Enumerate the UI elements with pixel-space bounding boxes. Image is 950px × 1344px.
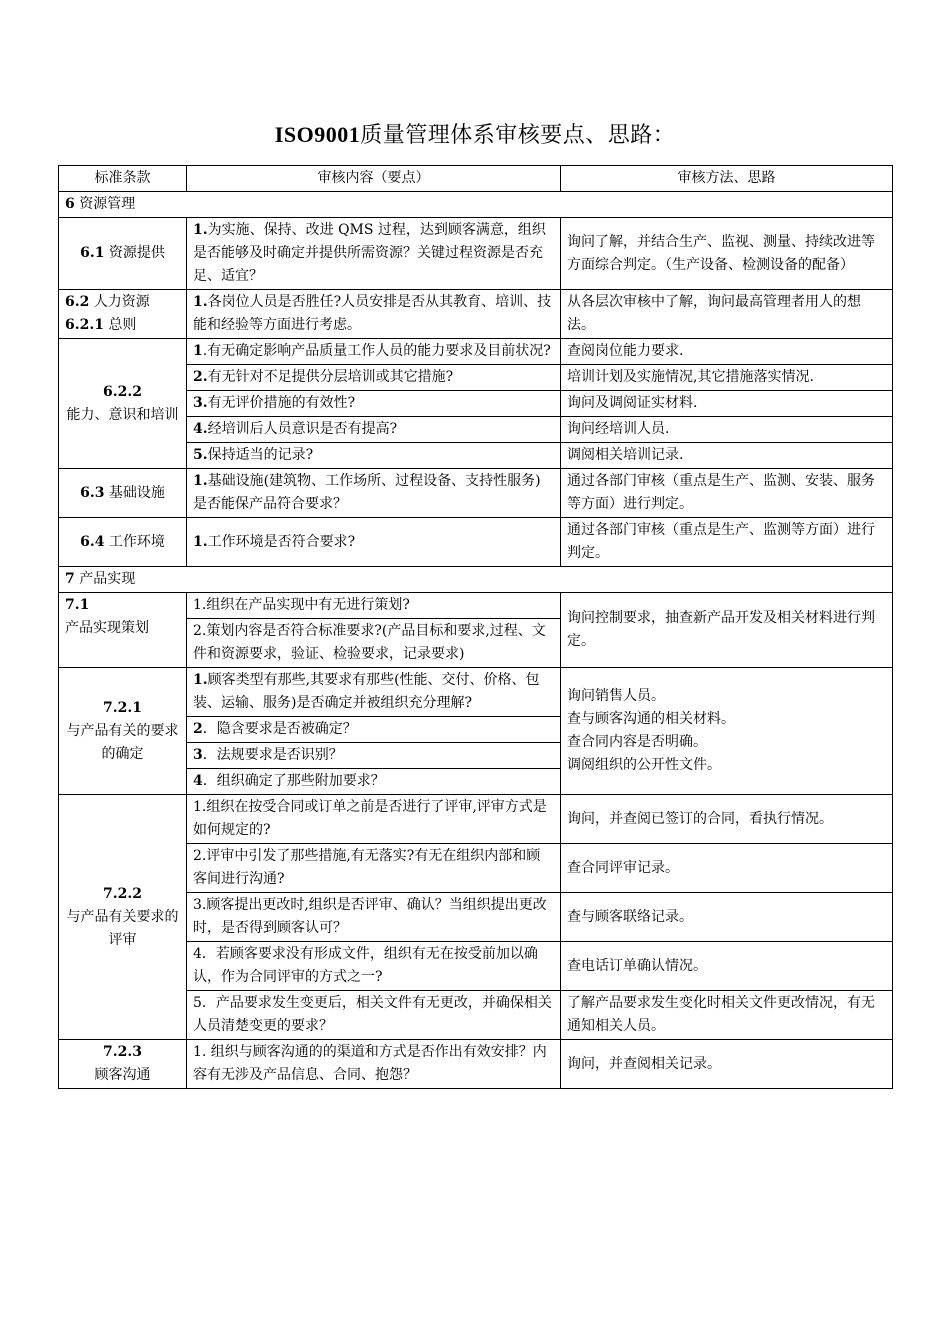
section-row-7 [59, 567, 893, 593]
method-cell: 查合同评审记录。 [561, 844, 893, 893]
method-cell: 询问经培训人员. [561, 417, 893, 443]
table-row [59, 668, 893, 717]
item-num: 1. [193, 473, 208, 489]
method-cell: 询问，并查阅相关记录。 [561, 1040, 893, 1089]
clause-cell [59, 1040, 187, 1089]
item-num: 1 [193, 343, 203, 359]
item-num: 2 [193, 721, 203, 737]
clause-label: 工作环境 [108, 533, 165, 550]
item-num: 1. [193, 672, 208, 688]
section-row-6 [59, 192, 893, 218]
method-cell: 询问了解，并结合生产、监视、测量、持续改进等方面综合判定。（生产设备、检测设备的配备） [561, 218, 893, 290]
clause-cell [59, 339, 187, 469]
content-cell [187, 469, 561, 518]
content-cell: 3.顾客提出更改时,组织是否评审、确认？当组织提出更改时，是否得到顾客认可？ [187, 893, 561, 942]
clause-label: 总则 [108, 317, 137, 333]
item-num: 1. [193, 533, 208, 550]
clause-cell [59, 593, 187, 668]
content-cell [187, 218, 561, 290]
clause-num: 6.1 [80, 245, 105, 261]
item-text: 有无评价措施的有效性? [207, 395, 356, 411]
content-cell [187, 668, 561, 717]
item-text: .有无确定影响产品质量工作人员的能力要求及目前状况? [202, 343, 551, 359]
section-6 [59, 192, 893, 218]
header-content: 审核内容（要点） [187, 166, 561, 192]
method-cell: 询问及调阅证实材料. [561, 391, 893, 417]
header-clause: 标准条款 [59, 166, 187, 192]
method-cell: 查电话订单确认情况。 [561, 942, 893, 991]
clause-num: 6.4 [80, 533, 105, 550]
method-cell: 培训计划及实施情况,其它措施落实情况. [561, 365, 893, 391]
item-text: 工作环境是否符合要求? [207, 533, 356, 550]
section-num: 6 [65, 196, 75, 212]
content-cell: 1. 组织与顾客沟通的的渠道和方式是否作出有效安排？内容有无涉及产品信息、合同、抱怨？ [187, 1040, 561, 1089]
content-cell [187, 518, 561, 567]
item-text: 经培训后人员意识是否有提高? [207, 421, 398, 437]
item-text: ．隐含要求是否被确定？ [202, 721, 357, 737]
clause-num: 6.2.1 [65, 317, 104, 333]
table-row [59, 795, 893, 844]
content-cell: 1.组织在产品实现中有无进行策划? [187, 593, 561, 619]
clause-label: 与产品有关的要求的确定 [66, 722, 179, 762]
section-num: 7 [65, 571, 75, 587]
item-text: 为实施、保持、改进 QMS 过程，达到顾客满意，组织是否能够及时确定并提供所需资源？关键过程资源是否充足、适宜？ [193, 222, 546, 284]
clause-num: 7.2.3 [103, 1044, 142, 1060]
table-row [59, 1040, 893, 1089]
content-cell [187, 391, 561, 417]
clause-label: 与产品有关要求的评审 [66, 908, 179, 948]
clause-cell [59, 795, 187, 1040]
content-cell [187, 743, 561, 769]
clause-num: 6.2.2 [103, 383, 142, 400]
clause-cell [59, 290, 187, 339]
content-cell [187, 417, 561, 443]
clause-label: 顾客沟通 [94, 1067, 151, 1083]
method-line: 询问销售人员。 [567, 688, 665, 704]
item-text: ．组织确定了那些附加要求？ [202, 773, 385, 789]
header-method: 审核方法、思路 [561, 166, 893, 192]
table-row [59, 290, 893, 339]
title-iso-code: ISO9001 [274, 122, 361, 147]
method-cell: 查与顾客联络记录。 [561, 893, 893, 942]
method-cell: 了解产品要求发生变化时相关文件更改情况，有无通知相关人员。 [561, 991, 893, 1040]
section-label: 资源管理 [79, 196, 136, 212]
item-num: 4 [193, 773, 203, 789]
item-text: 顾客类型有那些,其要求有那些(性能、交付、价格、包装、运输、服务)是否确定并被组织充分理解? [193, 672, 540, 711]
method-cell: 从各层次审核中了解，询问最高管理者用人的想法。 [561, 290, 893, 339]
content-cell: 2.策划内容是否符合标准要求?(产品目标和要求,过程、文件和资源要求，验证、检验要求，记录要求) [187, 619, 561, 668]
clause-label: 人力资源 [93, 294, 150, 310]
method-line: 查与顾客沟通的相关材料。 [567, 711, 735, 727]
method-cell [561, 668, 893, 795]
clause-label: 产品实现策划 [65, 620, 149, 636]
method-cell: 询问控制要求，抽查新产品开发及相关材料进行判定。 [561, 593, 893, 668]
content-cell: 2.评审中引发了那些措施,有无落实?有无在组织内部和顾客间进行沟通? [187, 844, 561, 893]
content-cell [187, 443, 561, 469]
item-num: 3 [193, 747, 203, 763]
clause-cell [59, 469, 187, 518]
item-text: 各岗位人员是否胜任?人员安排是否从其教育、培训、技能和经验等方面进行考虑。 [193, 294, 552, 333]
item-text: 基础设施(建筑物、工作场所、过程设备、支持性服务)是否能保产品符合要求？ [193, 473, 541, 512]
method-line: 查合同内容是否明确。 [567, 734, 707, 750]
content-cell [187, 339, 561, 365]
content-cell [187, 365, 561, 391]
method-cell: 询问，并查阅已签订的合同，看执行情况。 [561, 795, 893, 844]
content-cell: 5．产品要求发生变更后，相关文件有无更改，并确保相关人员清楚变更的要求？ [187, 991, 561, 1040]
clause-num: 7.2.1 [103, 699, 142, 716]
table-row [59, 518, 893, 567]
clause-label: 资源提供 [108, 245, 165, 261]
item-num: 1. [193, 294, 208, 310]
method-cell: 通过各部门审核（重点是生产、监测、安装、服务等方面）进行判定。 [561, 469, 893, 518]
method-cell: 通过各部门审核（重点是生产、监测等方面）进行判定。 [561, 518, 893, 567]
item-num: 5. [193, 447, 208, 463]
title-text: 质量管理体系审核要点、思路： [360, 123, 676, 148]
header-row [59, 166, 893, 192]
content-cell [187, 717, 561, 743]
clause-cell [59, 668, 187, 795]
method-line: 调阅组织的公开性文件。 [567, 757, 721, 773]
item-text: 保持适当的记录? [207, 447, 314, 463]
audit-table [58, 165, 893, 1089]
section-label: 产品实现 [79, 571, 136, 587]
clause-cell [59, 218, 187, 290]
content-cell: 4．若顾客要求没有形成文件，组织有无在按受前加以确认，作为合同评审的方式之一? [187, 942, 561, 991]
clause-num: 6.2 [65, 294, 90, 310]
clause-num: 7.2.2 [103, 885, 142, 902]
section-7 [59, 567, 893, 593]
item-num: 4. [193, 421, 208, 437]
method-cell: 查阅岗位能力要求. [561, 339, 893, 365]
clause-label: 基础设施 [108, 484, 165, 501]
page-title [0, 118, 950, 149]
item-num: 2. [193, 369, 208, 385]
item-text: ．法规要求是否识别？ [202, 747, 343, 763]
content-cell: 1.组织在按受合同或订单之前是否进行了评审,评审方式是如何规定的? [187, 795, 561, 844]
table-row [59, 593, 893, 619]
clause-num: 7.1 [65, 597, 90, 613]
item-text: 有无针对不足提供分层培训或其它措施? [207, 369, 454, 385]
item-num: 1. [193, 222, 208, 238]
table-row [59, 218, 893, 290]
method-cell: 调阅相关培训记录. [561, 443, 893, 469]
clause-cell [59, 518, 187, 567]
content-cell [187, 769, 561, 795]
clause-label: 能力、意识和培训 [66, 406, 179, 423]
item-num: 3. [193, 395, 208, 411]
content-cell [187, 290, 561, 339]
clause-num: 6.3 [80, 484, 105, 501]
table-row [59, 339, 893, 365]
table-row [59, 469, 893, 518]
